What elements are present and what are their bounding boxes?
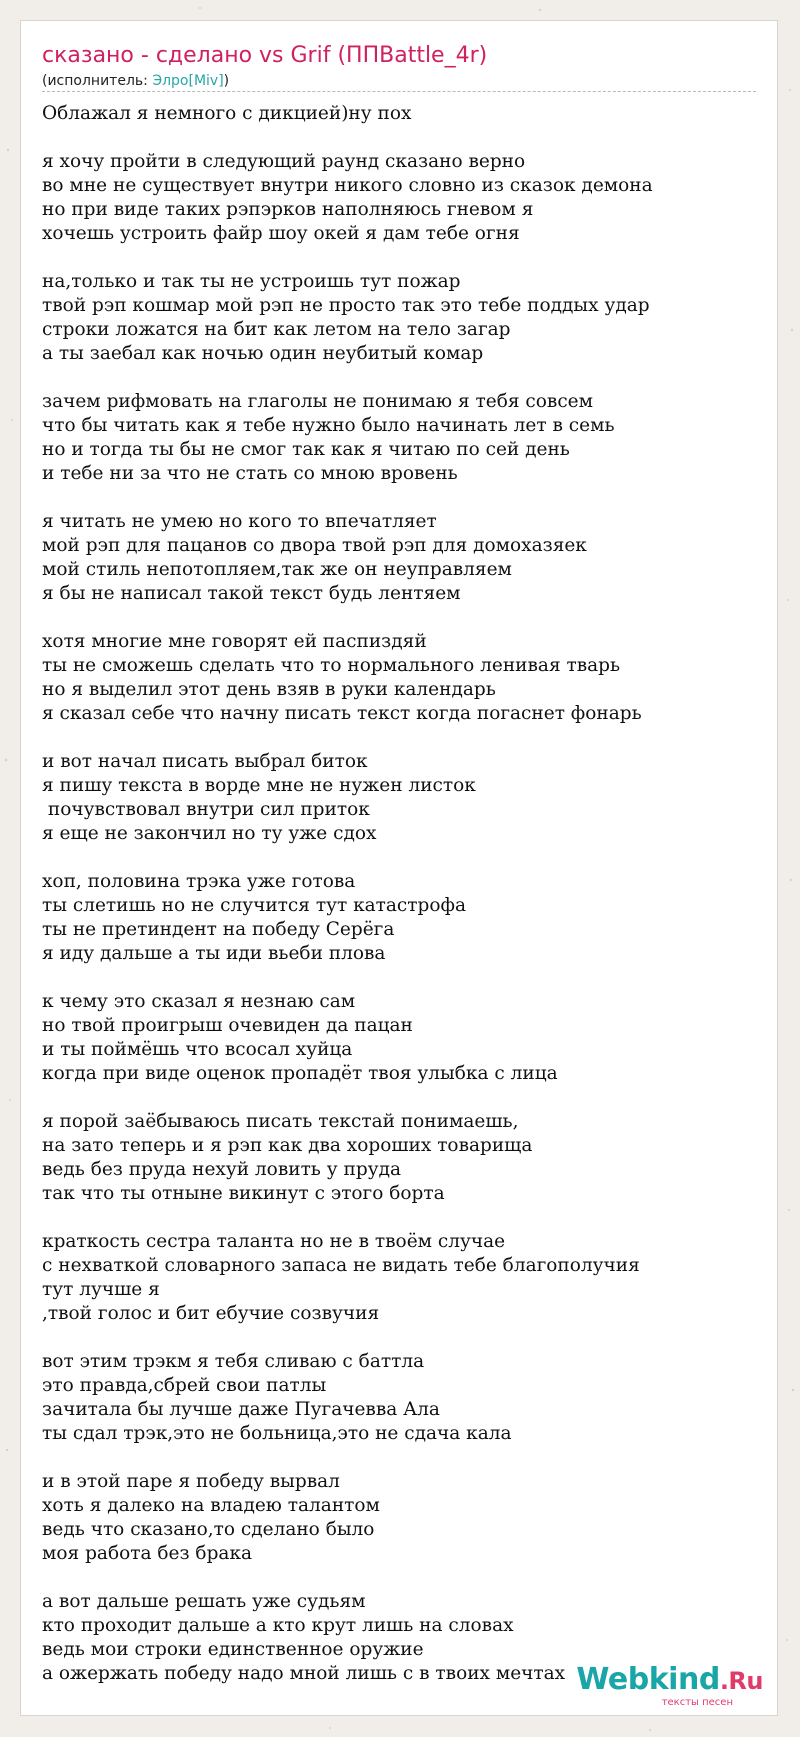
lyrics-stanza bbox=[42, 990, 762, 1086]
lyric-line: и в этой паре я победу вырвал bbox=[42, 1471, 340, 1492]
lyric-line: хотя многие мне говорят ей паспиздяй bbox=[42, 631, 427, 652]
lyric-line: я читать не умею но кого то впечатляет bbox=[42, 511, 437, 532]
watermark-brand: Webkind bbox=[576, 1662, 720, 1697]
lyrics-stanza bbox=[42, 870, 762, 966]
lyric-line: строки ложатся на бит как летом на тело загар bbox=[42, 319, 511, 340]
lyric-line: но я выделил этот день взяв в руки календарь bbox=[42, 679, 496, 700]
lyric-line: кто проходит дальше а кто крут лишь на словах bbox=[42, 1615, 514, 1636]
lyric-line: ты не сможешь сделать что то нормального ленивая тварь bbox=[42, 655, 621, 676]
lyric-line: я иду дальше а ты иди вьеби плова bbox=[42, 943, 386, 964]
lyric-line: так что ты отныне викинут с этого борта bbox=[42, 1183, 445, 1204]
lyric-line: хоть я далеко на владею талантом bbox=[42, 1495, 380, 1516]
lyric-line: ты слетишь но не случится тут катастрофа bbox=[42, 895, 467, 916]
lyric-line: я хочу пройти в следующий раунд сказано верно bbox=[42, 151, 526, 172]
lyrics-stanza bbox=[42, 510, 762, 606]
lyric-line: а ожержать победу надо мной лишь с в твоих мечтах bbox=[42, 1663, 566, 1684]
lyric-line: но при виде таких рэпэрков наполняюсь гневом я bbox=[42, 199, 534, 220]
lyric-line: мой рэп для пацанов со двора твой рэп для домохазяек bbox=[42, 535, 587, 556]
lyric-line: твой рэп кошмар мой рэп не просто так это тебе поддых удар bbox=[42, 295, 650, 316]
header-divider bbox=[42, 91, 756, 92]
artist-line bbox=[42, 72, 229, 90]
lyric-line: и вот начал писать выбрал биток bbox=[42, 751, 368, 772]
lyric-line: но и тогда ты бы не смог так как я читаю по сей день bbox=[42, 439, 570, 460]
site-watermark bbox=[576, 1664, 763, 1709]
lyrics-stanza bbox=[42, 390, 762, 486]
lyric-line: что бы читать как я тебе нужно было начинать лет в семь bbox=[42, 415, 615, 436]
lyric-line: ведь что сказано,то сделано было bbox=[42, 1519, 375, 1540]
lyric-line: во мне не существует внутри никого словно из сказок демона bbox=[42, 175, 653, 196]
lyrics-body bbox=[42, 102, 762, 1710]
lyric-line: и ты поймёшь что всосал хуйца bbox=[42, 1039, 353, 1060]
lyrics-stanza bbox=[42, 750, 762, 846]
lyric-line: это правда,сбрей свои патлы bbox=[42, 1375, 327, 1396]
lyric-line: на,только и так ты не устроишь тут пожар bbox=[42, 271, 461, 292]
lyric-line: я порой заёбываюсь писать текстай понимаешь, bbox=[42, 1111, 519, 1132]
lyric-line: почувствовал внутри сил приток bbox=[42, 799, 370, 820]
lyric-line: я бы не написал такой текст будь лентяем bbox=[42, 583, 461, 604]
lyric-line: моя работа без брака bbox=[42, 1543, 253, 1564]
lyric-line: когда при виде оценок пропадёт твоя улыбка с лица bbox=[42, 1063, 558, 1084]
lyric-line: мой стиль непотопляем,так же он неуправляем bbox=[42, 559, 512, 580]
lyric-line: с нехваткой словарного запаса не видать тебе благополучия bbox=[42, 1255, 640, 1276]
lyrics-stanza bbox=[42, 1470, 762, 1566]
lyrics-stanza bbox=[42, 1230, 762, 1326]
lyric-line: ведь без пруда нехуй ловить у пруда bbox=[42, 1159, 401, 1180]
lyrics-stanza bbox=[42, 630, 762, 726]
lyrics-stanza bbox=[42, 102, 762, 126]
lyric-line: но твой проигрыш очевиден да пацан bbox=[42, 1015, 413, 1036]
lyrics-card bbox=[20, 20, 778, 1716]
lyric-line: и тебе ни за что не стать со мною вровень bbox=[42, 463, 458, 484]
lyric-line: я пишу текста в ворде мне не нужен листок bbox=[42, 775, 476, 796]
artist-prefix: (исполнитель: bbox=[42, 73, 153, 89]
lyrics-stanza bbox=[42, 1350, 762, 1446]
song-title: сказано - сделано vs Grif (ППBattle_4r) bbox=[42, 43, 488, 68]
lyrics-stanza bbox=[42, 270, 762, 366]
lyric-line: а ты заебал как ночью один неубитый комар bbox=[42, 343, 484, 364]
lyric-line: ты не претиндент на победу Серёга bbox=[42, 919, 395, 940]
lyric-line: зачитала бы лучше даже Пугачевва Ала bbox=[42, 1399, 440, 1420]
watermark-tagline: тексты песен bbox=[661, 1697, 733, 1708]
lyrics-stanza bbox=[42, 1110, 762, 1206]
artist-link[interactable]: Элро[Miv] bbox=[152, 73, 224, 89]
lyric-line: я еще не закончил но ту уже сдох bbox=[42, 823, 377, 844]
lyric-line: хочешь устроить файр шоу окей я дам тебе огня bbox=[42, 223, 520, 244]
watermark-logo bbox=[576, 1664, 763, 1697]
watermark-tld: .Ru bbox=[719, 1667, 763, 1695]
lyric-line: зачем рифмовать на глаголы не понимаю я тебя совсем bbox=[42, 391, 594, 412]
lyric-line: к чему это сказал я незнаю сам bbox=[42, 991, 356, 1012]
lyric-line: тут лучше я bbox=[42, 1279, 160, 1300]
lyric-line: хоп, половина трэка уже готова bbox=[42, 871, 356, 892]
artist-suffix: ) bbox=[223, 73, 230, 89]
lyric-line: я сказал себе что начну писать текст когда погаснет фонарь bbox=[42, 703, 642, 724]
lyric-line: ты сдал трэк,это не больница,это не сдача кала bbox=[42, 1423, 512, 1444]
lyrics-stanza bbox=[42, 150, 762, 246]
lyric-line: ,твой голос и бит ебучие созвучия bbox=[42, 1303, 380, 1324]
lyric-line: Облажал я немного с дикцией)ну пох bbox=[42, 103, 412, 124]
lyric-line: на зато теперь и я рэп как два хороших товарища bbox=[42, 1135, 533, 1156]
lyric-line: ведь мои строки единственное оружие bbox=[42, 1639, 424, 1660]
lyric-line: а вот дальше решать уже судьям bbox=[42, 1591, 366, 1612]
lyric-line: вот этим трэкм я тебя сливаю с баттла bbox=[42, 1351, 425, 1372]
lyric-line: краткость сестра таланта но не в твоём случае bbox=[42, 1231, 506, 1252]
